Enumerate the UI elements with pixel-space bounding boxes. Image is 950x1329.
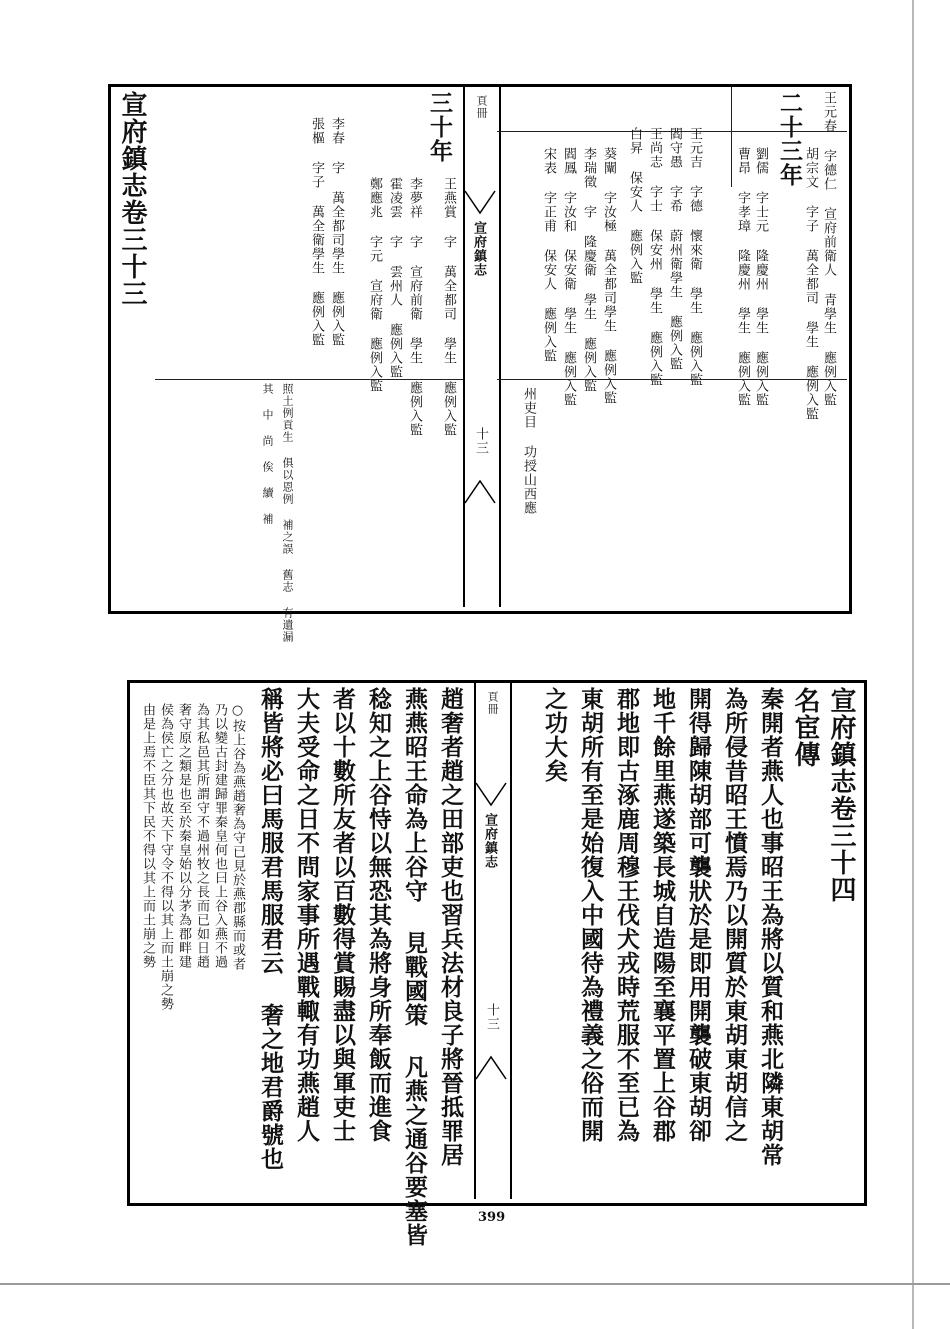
top-page bbox=[108, 84, 852, 643]
fishtail-lower-icon bbox=[476, 1053, 506, 1079]
entry-r5: 王元吉 字德 懷來衛 學生 應例入監 bbox=[687, 127, 702, 387]
body-col-l5: 大夫受命之日不問家事所遇戰輙有功燕趙人 bbox=[293, 687, 320, 1143]
fishtail-upper-icon bbox=[476, 783, 506, 809]
entry-l6: 張樞 字子 萬全衛學生 應例入監 bbox=[309, 117, 324, 347]
entry-l8: 其 中 尚 俟 續 補 bbox=[261, 383, 274, 525]
entry-r7: 王尚志 字士 保安州 學生 應例入監 bbox=[647, 127, 662, 387]
body-col-r3: 開得歸陳胡部可襲狀於是即用開襲破東胡卻 bbox=[685, 687, 712, 1143]
top-vrule bbox=[731, 87, 732, 187]
body-col-l6: 稱皆將必曰馬服君馬服君云 奢之地君爵號也 bbox=[257, 687, 284, 1171]
entry-l5: 李春 字 萬全都司學生 應例入監 bbox=[329, 117, 344, 347]
fishtail-upper-icon bbox=[465, 191, 495, 217]
bottom-center-top: 頁冊 bbox=[486, 691, 499, 715]
bottom-center-leaf: 十三 bbox=[484, 1003, 499, 1031]
entry-r4: 曹昂 字孝璋 隆慶州 學生 應例入監 bbox=[735, 147, 750, 407]
fishtail-lower-icon bbox=[465, 477, 495, 503]
entry-l4: 鄭應兆 字元 宣府衛 應例入監 bbox=[367, 177, 382, 393]
top-center-title: 宣府鎮志 bbox=[471, 221, 486, 277]
entry-m5: 州吏目 功授山西應 bbox=[521, 387, 536, 515]
note-col-6: 由是上焉不臣其下民不得以其上而土崩之勢 bbox=[140, 703, 155, 969]
year-label-lower: 三十年 bbox=[426, 91, 453, 163]
scan-edge-bottom bbox=[0, 1283, 950, 1285]
entry-l2: 李夢祥 字 宣府前衛 學生 應例入監 bbox=[407, 177, 422, 437]
note-col-3: 為其私邑其所謂守不過州牧之長而已如日趙 bbox=[194, 703, 209, 969]
entry-l1: 王燕賞 字 萬全都司 學生 應例入監 bbox=[441, 177, 456, 437]
entry-r3: 劉儒 字士元 隆慶州 學生 應例入監 bbox=[753, 147, 768, 407]
body-col-r4: 地千餘里燕遂築長城自造陽至襄平置上谷郡 bbox=[649, 687, 676, 1143]
body-col-l1: 趙奢者趙之田部吏也習兵法材良子將晉抵罪居 bbox=[437, 687, 464, 1167]
body-col-l3: 稔知之上谷恃以無恐其為將身所奉飯而進食 bbox=[365, 687, 392, 1143]
note-col-5: 侯為侯亡之分也故天下守令不得以其上而土崩之勢 bbox=[158, 703, 173, 1011]
bottom-page-header: 宣府鎮志卷三十四 bbox=[826, 687, 856, 903]
page-number: 399 bbox=[478, 1210, 506, 1225]
body-col-l2: 燕燕昭王命為上谷守 見戰國策 凡燕之通谷要塞皆 bbox=[401, 687, 428, 1247]
body-col-r1: 秦開者燕人也事昭王為將以質和燕北隣東胡常 bbox=[757, 687, 784, 1167]
note-col-4: 奢守原之類是也至於秦皇始以分茅為郡畔建 bbox=[176, 703, 191, 969]
body-col-l4: 者以十數所友者以百數得賞賜盡以與軍吏士 bbox=[329, 687, 356, 1143]
entry-m3: 閻鳳 字汝和 保安衛 學生 應例入監 bbox=[561, 147, 576, 407]
bottom-center-title: 宣府鎮志 bbox=[482, 813, 497, 869]
entry-m1: 葵闡 字汝極 萬全都司學生 應例入監 bbox=[601, 147, 616, 405]
body-col-r6: 東胡所有至是始復入中國待為禮義之俗而開 bbox=[577, 687, 604, 1143]
note-col-2: 乃以變古封建歸罪秦皇何也曰上谷入燕不過 bbox=[212, 703, 227, 969]
bottom-center-strip bbox=[474, 683, 512, 1199]
top-center-strip bbox=[463, 87, 501, 607]
top-center-top: 頁冊 bbox=[475, 95, 488, 119]
note-col-1: ○按上谷為燕趙奢為守已見於燕郡縣而或者 bbox=[230, 703, 245, 971]
scan-edge-right bbox=[912, 0, 914, 1329]
top-page-header: 宣府鎮志卷三十三 bbox=[117, 91, 147, 307]
top-center-leaf: 十三 bbox=[473, 427, 488, 455]
entry-m4: 宋表 字正甫 保安人 應例入監 bbox=[541, 147, 556, 363]
section-title: 名宦傳 bbox=[790, 687, 820, 768]
body-col-r5: 郡地即古涿鹿周穆王伐犬戎時荒服不至已為 bbox=[613, 687, 640, 1143]
entry-r2: 胡宗文 字子 萬全都司 學生 應例入監 bbox=[803, 147, 818, 421]
year-label-upper: 二十三年 bbox=[776, 91, 803, 187]
body-col-r7: 之功大矣 bbox=[541, 687, 568, 783]
body-col-r2: 為所侵昔昭王憤焉乃以開質於東胡東胡信之 bbox=[721, 687, 748, 1143]
entry-l3: 霍凌雲 字 雲州人 應例入監 bbox=[387, 177, 402, 379]
entry-l7: 照土例貢生 俱以恩例 補之誤 舊志 有遺漏 bbox=[281, 383, 294, 643]
entry-r8: 白昇 保安人 應例入監 bbox=[627, 127, 642, 285]
entry-r6: 閻守愚 字希 蔚州衛學生 應例入監 bbox=[667, 127, 682, 371]
entry-m2: 李瑞徵 字 隆慶衛 學生 應例入監 bbox=[581, 147, 596, 393]
entry-r1: 王元春 字德仁 宣府前衛人 青學生 應例入監 bbox=[821, 91, 836, 407]
